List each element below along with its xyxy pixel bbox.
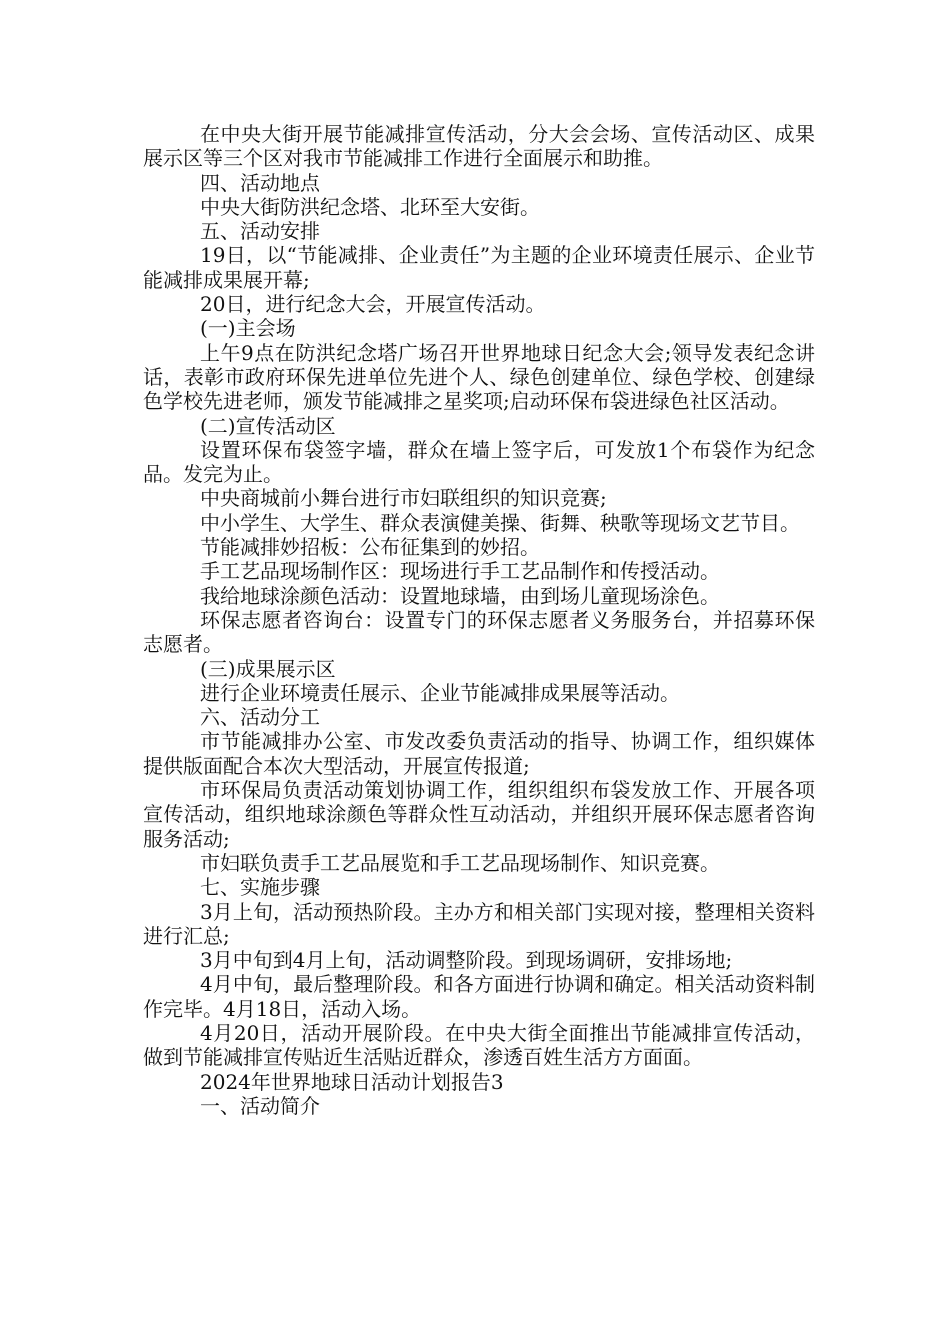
paragraph-handicraft: 手工艺品现场制作区：现场进行手工艺品制作和传授活动。 <box>200 559 720 584</box>
heading-location: 四、活动地点 <box>200 170 320 195</box>
paragraph-quiz: 中央商城前小舞台进行市妇联组织的知识竞赛; <box>200 486 607 511</box>
paragraph-main-venue: 上午9点在防洪纪念塔广场召开世界地球日纪念大会;领导发表纪念讲话，表彰市政府环保先进单位先进个人、绿色创建单位、绿色学校、创建绿色学校先进老师，颁发节能减排之星奖项;启动环保布袋进绿色社区活动。 <box>143 340 815 414</box>
paragraph-step-april-20: 4月20日，活动开展阶段。在中央大街全面推出节能减排宣传活动，做到节能减排宣传贴近生活贴近群众，渗透百姓生活方方面面。 <box>143 1020 815 1070</box>
paragraph-energy-office: 市节能减排办公室、市发改委负责活动的指导、协调工作，组织媒体提供版面配合本次大型活动，开展宣传报道; <box>143 729 815 778</box>
subheading-results-area: (三)成果展示区 <box>200 656 336 681</box>
paragraph-day-20: 20日，进行纪念大会，开展宣传活动。 <box>200 292 546 317</box>
heading-activity-intro: 一、活动简介 <box>200 1093 320 1118</box>
paragraph-intro: 在中央大街开展节能减排宣传活动，分大会会场、宣传活动区、成果展示区等三个区对我市节能减排工作进行全面展示和助推。 <box>143 122 815 171</box>
paragraph-location: 中央大街防洪纪念塔、北环至大安街。 <box>200 194 540 219</box>
paragraph-signature-wall: 设置环保布袋签字墙，群众在墙上签字后，可发放1个布袋作为纪念品。发完为止。 <box>143 437 815 487</box>
paragraph-earth-coloring: 我给地球涂颜色活动：设置地球墙，由到场儿童现场涂色。 <box>200 583 720 608</box>
paragraph-tips-board: 节能减排妙招板：公布征集到的妙招。 <box>200 535 540 560</box>
paragraph-step-mid-march: 3月中旬到4月上旬，活动调整阶段。到现场调研，安排场地; <box>200 948 733 973</box>
heading-schedule: 五、活动安排 <box>200 219 320 244</box>
paragraph-day-19: 19日，以“节能减排、企业责任”为主题的企业环境责任展示、企业节能减排成果展开幕; <box>143 243 815 292</box>
section-title-report-3: 2024年世界地球日活动计划报告3 <box>200 1069 504 1094</box>
paragraph-step-mid-april: 4月中旬，最后整理阶段。和各方面进行协调和确定。相关活动资料制作完毕。4月18日，活动入场。 <box>143 972 815 1021</box>
subheading-promo-area: (二)宣传活动区 <box>200 413 336 438</box>
document-body <box>143 122 815 1118</box>
paragraph-womens-federation: 市妇联负责手工艺品展览和手工艺品现场制作、知识竞赛。 <box>200 850 720 875</box>
paragraph-performances: 中小学生、大学生、群众表演健美操、街舞、秧歌等现场文艺节目。 <box>200 510 800 535</box>
paragraph-env-bureau: 市环保局负责活动策划协调工作，组织组织布袋发放工作、开展各项宣传活动，组织地球涂颜色等群众性互动活动，并组织开展环保志愿者咨询服务活动; <box>143 778 815 851</box>
paragraph-volunteer-desk: 环保志愿者咨询台：设置专门的环保志愿者义务服务台，并招募环保志愿者。 <box>143 607 815 657</box>
heading-division: 六、活动分工 <box>200 705 320 730</box>
paragraph-step-early-march: 3月上旬，活动预热阶段。主办方和相关部门实现对接，整理相关资料进行汇总; <box>143 899 815 948</box>
subheading-main-venue: (一)主会场 <box>200 316 296 341</box>
heading-steps: 七、实施步骤 <box>200 875 320 900</box>
paragraph-results: 进行企业环境责任展示、企业节能减排成果展等活动。 <box>200 680 680 705</box>
